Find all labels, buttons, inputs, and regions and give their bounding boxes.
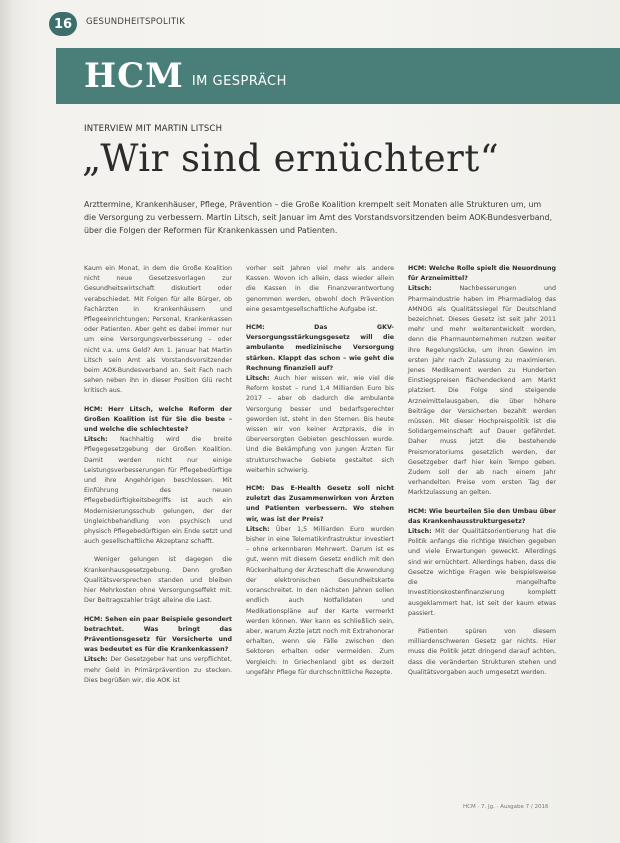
article-lead: Arzttermine, Krankenhäuser, Pflege, Prävention – die Große Koalition krempelt seit Monaten alle Strukturen um, um die Versorgung zu verbessern. Martin Litsch, seit Januar im Amt des Vorstandsvorsitzenden beim AOK-Bundesverband, über die Folgen der Reformen für Krankenkassen und Patienten.	[84, 200, 553, 235]
column-2-continuation: vorher seit Jahren viel mehr als andere Kassen. Wovon ich allein, dass wieder allein die Kassen in die Finanzverantwortung genommen werden, obwohl doch Prävention eine gesamtgesellschaftliche Aufgabe ist.	[246, 265, 394, 313]
question-3	[246, 323, 394, 476]
text-column-3	[408, 264, 556, 686]
question-4	[246, 484, 394, 678]
answer-3-text: Auch hier wissen wir, wie viel die Reform kostet – rund 1,4 Milliarden Euro bis 2017 – aber ob dadurch die ambulante Versorgung besser und bedarfsgerechter geworden ist, steht in den Sternen. Bis heute wissen wir von keiner Arztpraxis, die in überversorgten Gebieten geschlossen wurde. Und die Bekämpfung von jungen Ärzten für strukturschwache Gebiete gestaltet sich weiterhin schwierig.	[246, 375, 394, 474]
answer-4-speaker: Litsch:	[246, 525, 270, 533]
answer-3-speaker: Litsch:	[246, 375, 270, 383]
answer-4-text: Über 1,5 Milliarden Euro wurden bisher in eine Telematikinfrastruktur investiert – ohne erkennbaren Mehrwert. Darum ist es gut, wenn mit diesem Gesetz endlich mit den Rückenhaltung der Ärzteschaft die Anwendung der elektronischen Gesundheitskarte voranschreitet. In den nächsten Jahren sollen endlich auch Notfalldaten und Medikationspläne auf der Karte vermerkt werden können. Wer kann es schließlich sein, aber, warum Ärzte jetzt noch mit Extrahonorar erhalten, wenn sie Fälle zwischen den Sektoren erhalten oder vermeiden. Zum Vergleich: In Griechenland gibt es derzeit ungefähr Pflege für durchschnittliche Rezepte.	[246, 525, 394, 676]
page-number: 16	[49, 12, 77, 36]
question-1	[84, 405, 232, 548]
answer-6-text: Mit der Qualitätsorientierung hat die Politik anfangs die richtige Weichen gegeben und viele Erwartungen geweckt. Allerdings sind wir ernüchtert. Allerdings haben, dass die Gesetze wichtige Fragen wie beispielsweise die mangelhafte Investitionskostenfinanzierung komplett ausgeklammert hat, ist seit der kaum etwas passiert.	[408, 528, 556, 617]
text-column-1	[84, 264, 232, 694]
question-5-text: HCM: Welche Rolle spielt die Neuordnung für Arzneimittel?	[408, 265, 556, 283]
page-footer: HCM · 7. Jg. · Ausgabe 7 / 2016	[463, 804, 549, 810]
section-label: GESUNDHEITSPOLITIK	[86, 17, 186, 27]
banner-logo-text: HCM	[84, 56, 184, 96]
answer-6-speaker: Litsch:	[408, 528, 432, 536]
answer-1b: Weniger gelungen ist dagegen die Krankenhausgesetzgebung. Denn großen Qualitätsversprechen standen und bleiben hier Mehrkosten ohne Versorgungseffekt mit. Der Beitragszahler trägt alleine die Last.	[84, 556, 232, 605]
question-4-text: HCM: Das E-Health Gesetz soll nicht zuletzt das Zusammenwirken von Ärzten und Patienten verbessern. Wo stehen wir, was ist der Preis?	[246, 485, 394, 523]
article-kicker: INTERVIEW MIT MARTIN LITSCH	[84, 124, 223, 134]
answer-1-text: Nachhaltig wird die breite Pflegegesetzgebung der Großen Koalition. Damit werden nicht nur einige Leistungsverbesserungen für Pflegebedürftige und ihre Angehörigen beschlossen. Mit Einführung des neuen Pflegebedürftigkeitsbegriffs ist auch ein Modernisierungsschub gelungen, der der Ungleichbehandlung von psychisch und physisch Pflegebedürftigen ein Ende setzt und auch gesellschaftliche Akzeptanz schafft.	[84, 436, 232, 546]
question-3-text: HCM: Das GKV-Versorgungsstärkungsgesetz will die ambulante medizinische Versorgung stärken. Klappt das schon – wie geht die Rechnung finanziell auf?	[246, 324, 394, 372]
section-banner	[56, 48, 620, 104]
answer-1-speaker: Litsch:	[84, 436, 108, 444]
answer-5-text: Nachbesserungen und Pharmaindustrie haben im Pharmadialog das AMNOG als Qualitätssiegel für Deutschland bezeichnet. Dieses Gesetz ist seit Jahr 2011 mehr und mehr weiterentwickelt worden, denn die Pharmaunternehmen nutzen weiter ihre Regelungslücke, um ihren Gewinn im ersten Jahr nach Zulassung zu maximieren. Jenes Medikament werden zu Hunderten Einstiegspreisen flächendeckend am Markt platziert. Die Folge sind steigende Arzneimittelausgaben, die über höhere Beiträge der Versicherten bezahlt werden müssen. Mit dieser Hochpreispolitik ist die Solidargemeinschaft auf Dauer gefährdet. Daher muss jetzt die bestehende Preismoratoriums gesetzlich werden, der Gesetzgeber darf hier kein Tempo geben. Zudem soll der ab nach einem Jahr verhandelten Preise vom ersten Tag der Marktzulassung an gelten.	[408, 285, 556, 497]
answer-5-speaker: Litsch:	[408, 285, 432, 293]
answer-2-speaker: Litsch:	[84, 656, 108, 664]
question-2-text: HCM: Sehen ein paar Beispiele gesondert betrachtet. Was bringt das Präventionsgesetz für Versicherte und was bedeutet es für die Krankenkassen?	[84, 615, 232, 654]
answer-6b: Patienten spüren von diesem milliardenschweren Gesetz gar nichts. Hier muss die Politik jetzt dringend darauf achten, dass die veränderten Strukturen stehen und Qualitätsvorgaben auch umgesetzt werden.	[408, 627, 556, 676]
question-5	[408, 264, 556, 499]
page-spine	[0, 0, 14, 843]
question-2	[84, 615, 232, 686]
question-6-text: HCM: Wie beurteilen Sie den Umbau über das Krankenhausstrukturgesetz?	[408, 507, 556, 525]
text-column-2	[246, 264, 394, 686]
question-1-text: HCM: Herr Litsch, welche Reform der Großen Koalition ist für Sie die beste – und welche die schlechteste?	[84, 405, 232, 434]
intro-paragraph: Kaum ein Monat, in dem die Große Koalition nicht neue Gesetzesvorlagen zur Gesundheitswirtschaft diskutiert oder verabschiedet. Mit Folgen für alle Bürger, ob Fachärzten in Krankenhäusern und Pflegeeinrichtungen; Personal, Krankenkassen oder Patienten. Aber geht es dabei immer nur um eine Versorgungsverbesserung – oder nicht v.a. ums Geld? Am 1. Januar hat Martin Litsch sein Amt als Vorstandsvorsitzender beim AOK-Bundesverband an. Seit Fach nach sehen neben ihn in dieser Position Glü recht kritisch aus.	[84, 265, 232, 395]
answer-2-text: Der Gesetzgeber hat uns verpflichtet, mehr Geld in Primärprävention zu stecken. Dies begrüßen wir, die AOK ist	[84, 656, 232, 684]
article-headline: „Wir sind ernüchtert“	[82, 137, 500, 180]
question-6	[408, 507, 556, 619]
banner-subtitle: IM GESPRÄCH	[191, 73, 287, 89]
